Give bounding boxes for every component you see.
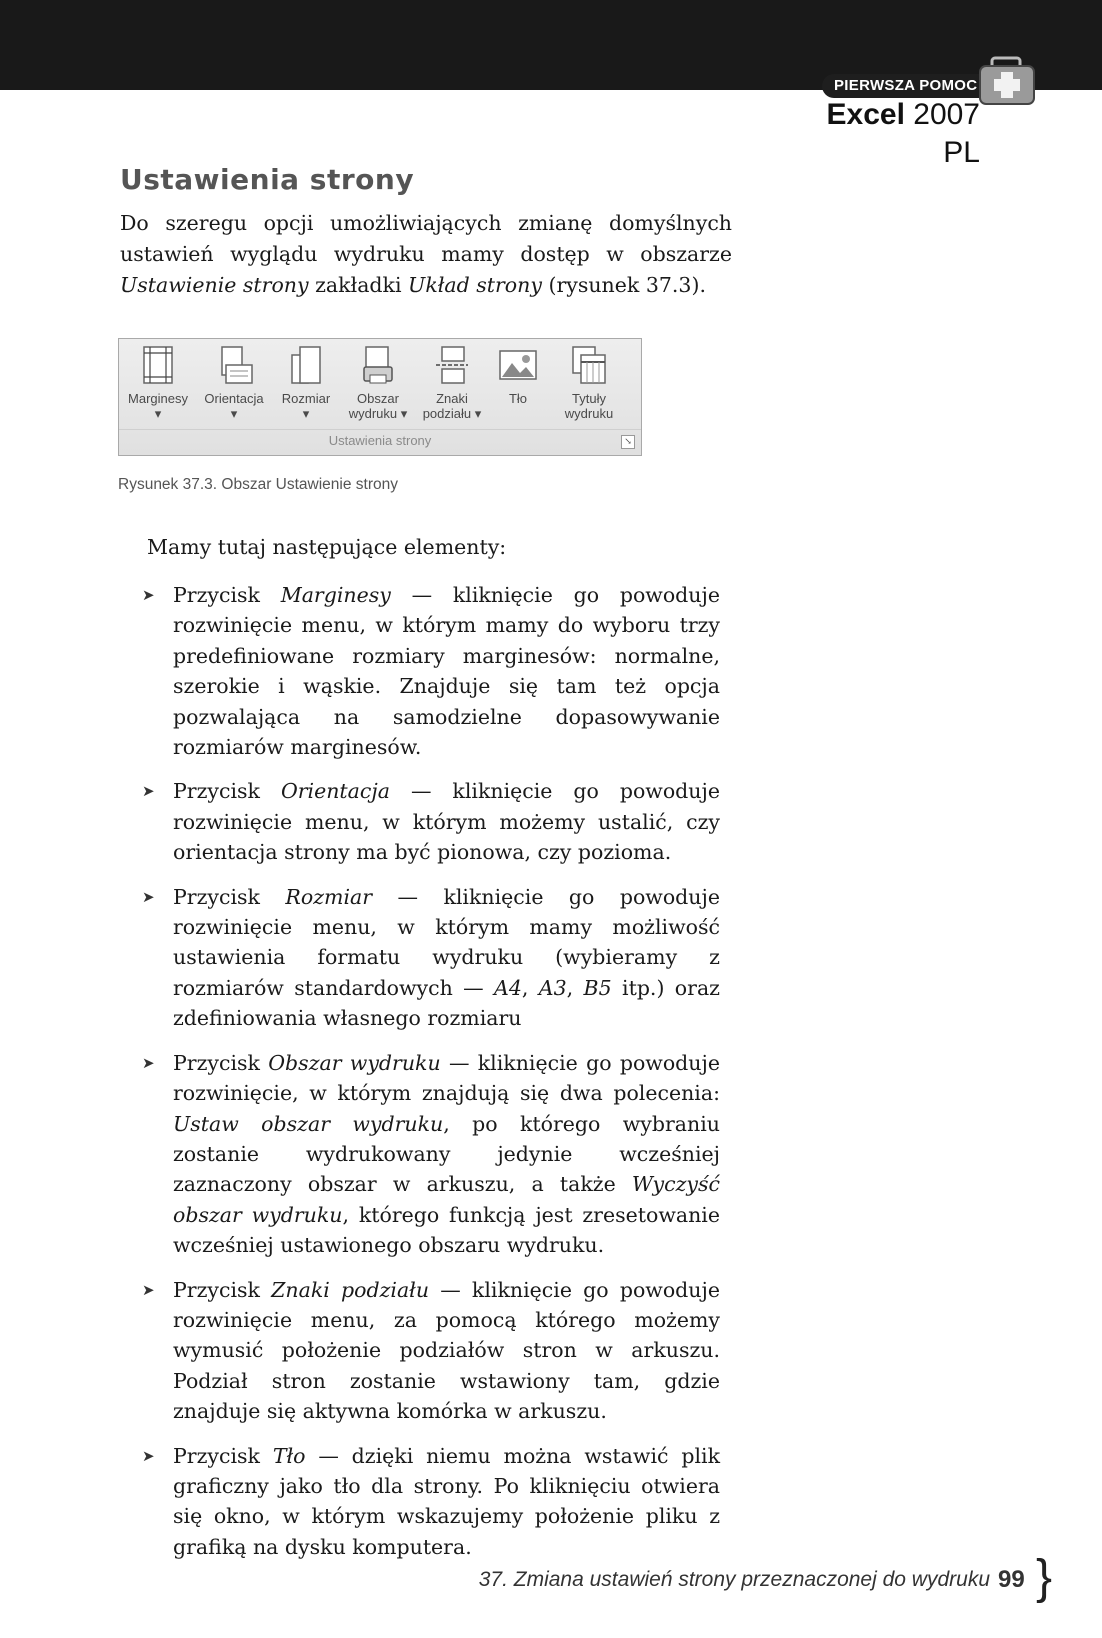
ribbon-button-label-2: wydruku [564, 406, 614, 421]
intro-paragraph: Do szeregu opcji umożliwiających zmianę domyślnych ustawień wyglądu wydruku mamy dostęp w obszarze Ustawienie strony zakładki Układ strony (rysunek 37.3). [120, 211, 732, 297]
ribbon-button-tytuly-wydruku[interactable] [549, 345, 629, 421]
ribbon-button-rozmiar[interactable] [271, 345, 341, 421]
size-icon [288, 345, 324, 385]
ribbon-button-marginesy[interactable] [121, 345, 195, 421]
bullet-arrow-icon: ➤ [142, 586, 155, 604]
page-breaks-icon [434, 345, 470, 385]
bullet-arrow-icon: ➤ [142, 1053, 155, 1072]
ribbon-button-orientacja[interactable] [197, 345, 271, 421]
chapter-footer: 37. Zmiana ustawień strony przeznaczonej do wydruku [478, 1568, 990, 1591]
ribbon-button-znaki-podzialu[interactable] [417, 345, 487, 421]
elements-list [140, 580, 720, 1576]
ribbon-button-label: Obszar [357, 391, 399, 406]
list-item-orientacja: ➤ Przycisk Orientacja — kliknięcie go powoduje rozwinięcie menu, w którym możemy ustalić, czy orientacja strony ma być pionowa, czy pozioma. [140, 776, 720, 867]
bullet-arrow-icon: ➤ [142, 1446, 155, 1465]
ribbon-group-label: Ustawienia strony [119, 429, 641, 456]
margins-icon [140, 345, 176, 385]
list-item-tlo: ➤ Przycisk Tło — dzięki niemu można wstawić plik graficzny jako tło dla strony. Po kliknięciu otwiera się okno, w którym wskazujemy położenie pliku z grafiką na dysku komputera. [140, 1441, 720, 1563]
list-lead: Mamy tutaj następujące elementy: [147, 535, 507, 559]
ribbon-button-label: Marginesy [128, 391, 188, 406]
ribbon-button-obszar-wydruku[interactable] [341, 345, 415, 421]
bullet-arrow-icon: ➤ [142, 1280, 155, 1299]
ribbon-figure [118, 338, 642, 456]
ribbon-button-label: Tytuły [572, 391, 606, 406]
first-aid-kit-icon [978, 56, 1036, 106]
series-badge: PIERWSZA POMOC [822, 74, 980, 98]
ribbon-button-label-2: podziału ▾ [422, 406, 482, 421]
book-title: Excel 2007 PL [826, 98, 980, 169]
list-item-znaki-podzialu: ➤ Przycisk Znaki podziału — kliknięcie go powoduje rozwinięcie menu, za pomocą którego możemy wymusić położenie podziałów stron w arkuszu. Podział stron zostanie wstawiony tam, gdzie znajduje się aktywna komórka w arkuszu. [140, 1275, 720, 1427]
ribbon-button-tlo[interactable] [489, 345, 547, 406]
ribbon-button-label: Tło [508, 391, 528, 406]
ribbon-button-label: Orientacja [204, 391, 264, 406]
ribbon-button-label: Rozmiar [281, 391, 331, 406]
orientation-icon [214, 345, 254, 385]
print-titles-icon [571, 345, 607, 385]
list-item-marginesy: ➤ Przycisk Marginesy — kliknięcie go powoduje rozwinięcie menu, w którym mamy do wyboru trzy predefiniowane rozmiary marginesów: normalne, szerokie i wąskie. Znajduje się tam też opcja pozwalająca na samodzielne dopasowywanie rozmiarów marginesów. [140, 580, 720, 762]
list-item-rozmiar: ➤ Przycisk Rozmiar — kliknięcie go powoduje rozwinięcie menu, w którym mamy możliwość ustawienia formatu wydruku (wybieramy z rozmiarów standardowych — A4, A3, B5 itp.) oraz zdefiniowania własnego rozmiaru [140, 882, 720, 1034]
figure-caption: Rysunek 37.3. Obszar Ustawienie strony [118, 476, 398, 493]
ribbon-button-label-2: wydruku ▾ [348, 406, 408, 421]
ribbon-button-label-2: ▾ [230, 406, 238, 421]
list-item-obszar-wydruku: ➤ Przycisk Obszar wydruku — kliknięcie go powoduje rozwinięcie, w którym znajdują się dwa polecenia: Ustaw obszar wydruku, po którego wybraniu zostanie wydrukowany jedynie wcześniej zaznaczony obszar w arkuszu, a także Wyczyść obszar wydruku, którego funkcją jest zresetowanie wcześniej ustawionego obszaru wydruku. [140, 1048, 720, 1261]
bullet-arrow-icon: ➤ [142, 887, 155, 906]
section-title: Ustawienia strony [120, 163, 415, 196]
dialog-launcher-icon[interactable]: ↘ [621, 435, 635, 449]
bullet-arrow-icon: ➤ [142, 782, 155, 801]
ribbon-button-label: Znaki [436, 391, 468, 406]
print-area-icon [360, 345, 396, 385]
page-number: 99 [998, 1566, 1025, 1593]
ribbon-button-label-2: ▾ [154, 406, 162, 421]
page-brace: } [1036, 1551, 1053, 1604]
ribbon-button-label-2: ▾ [302, 406, 310, 421]
background-icon [498, 345, 538, 385]
